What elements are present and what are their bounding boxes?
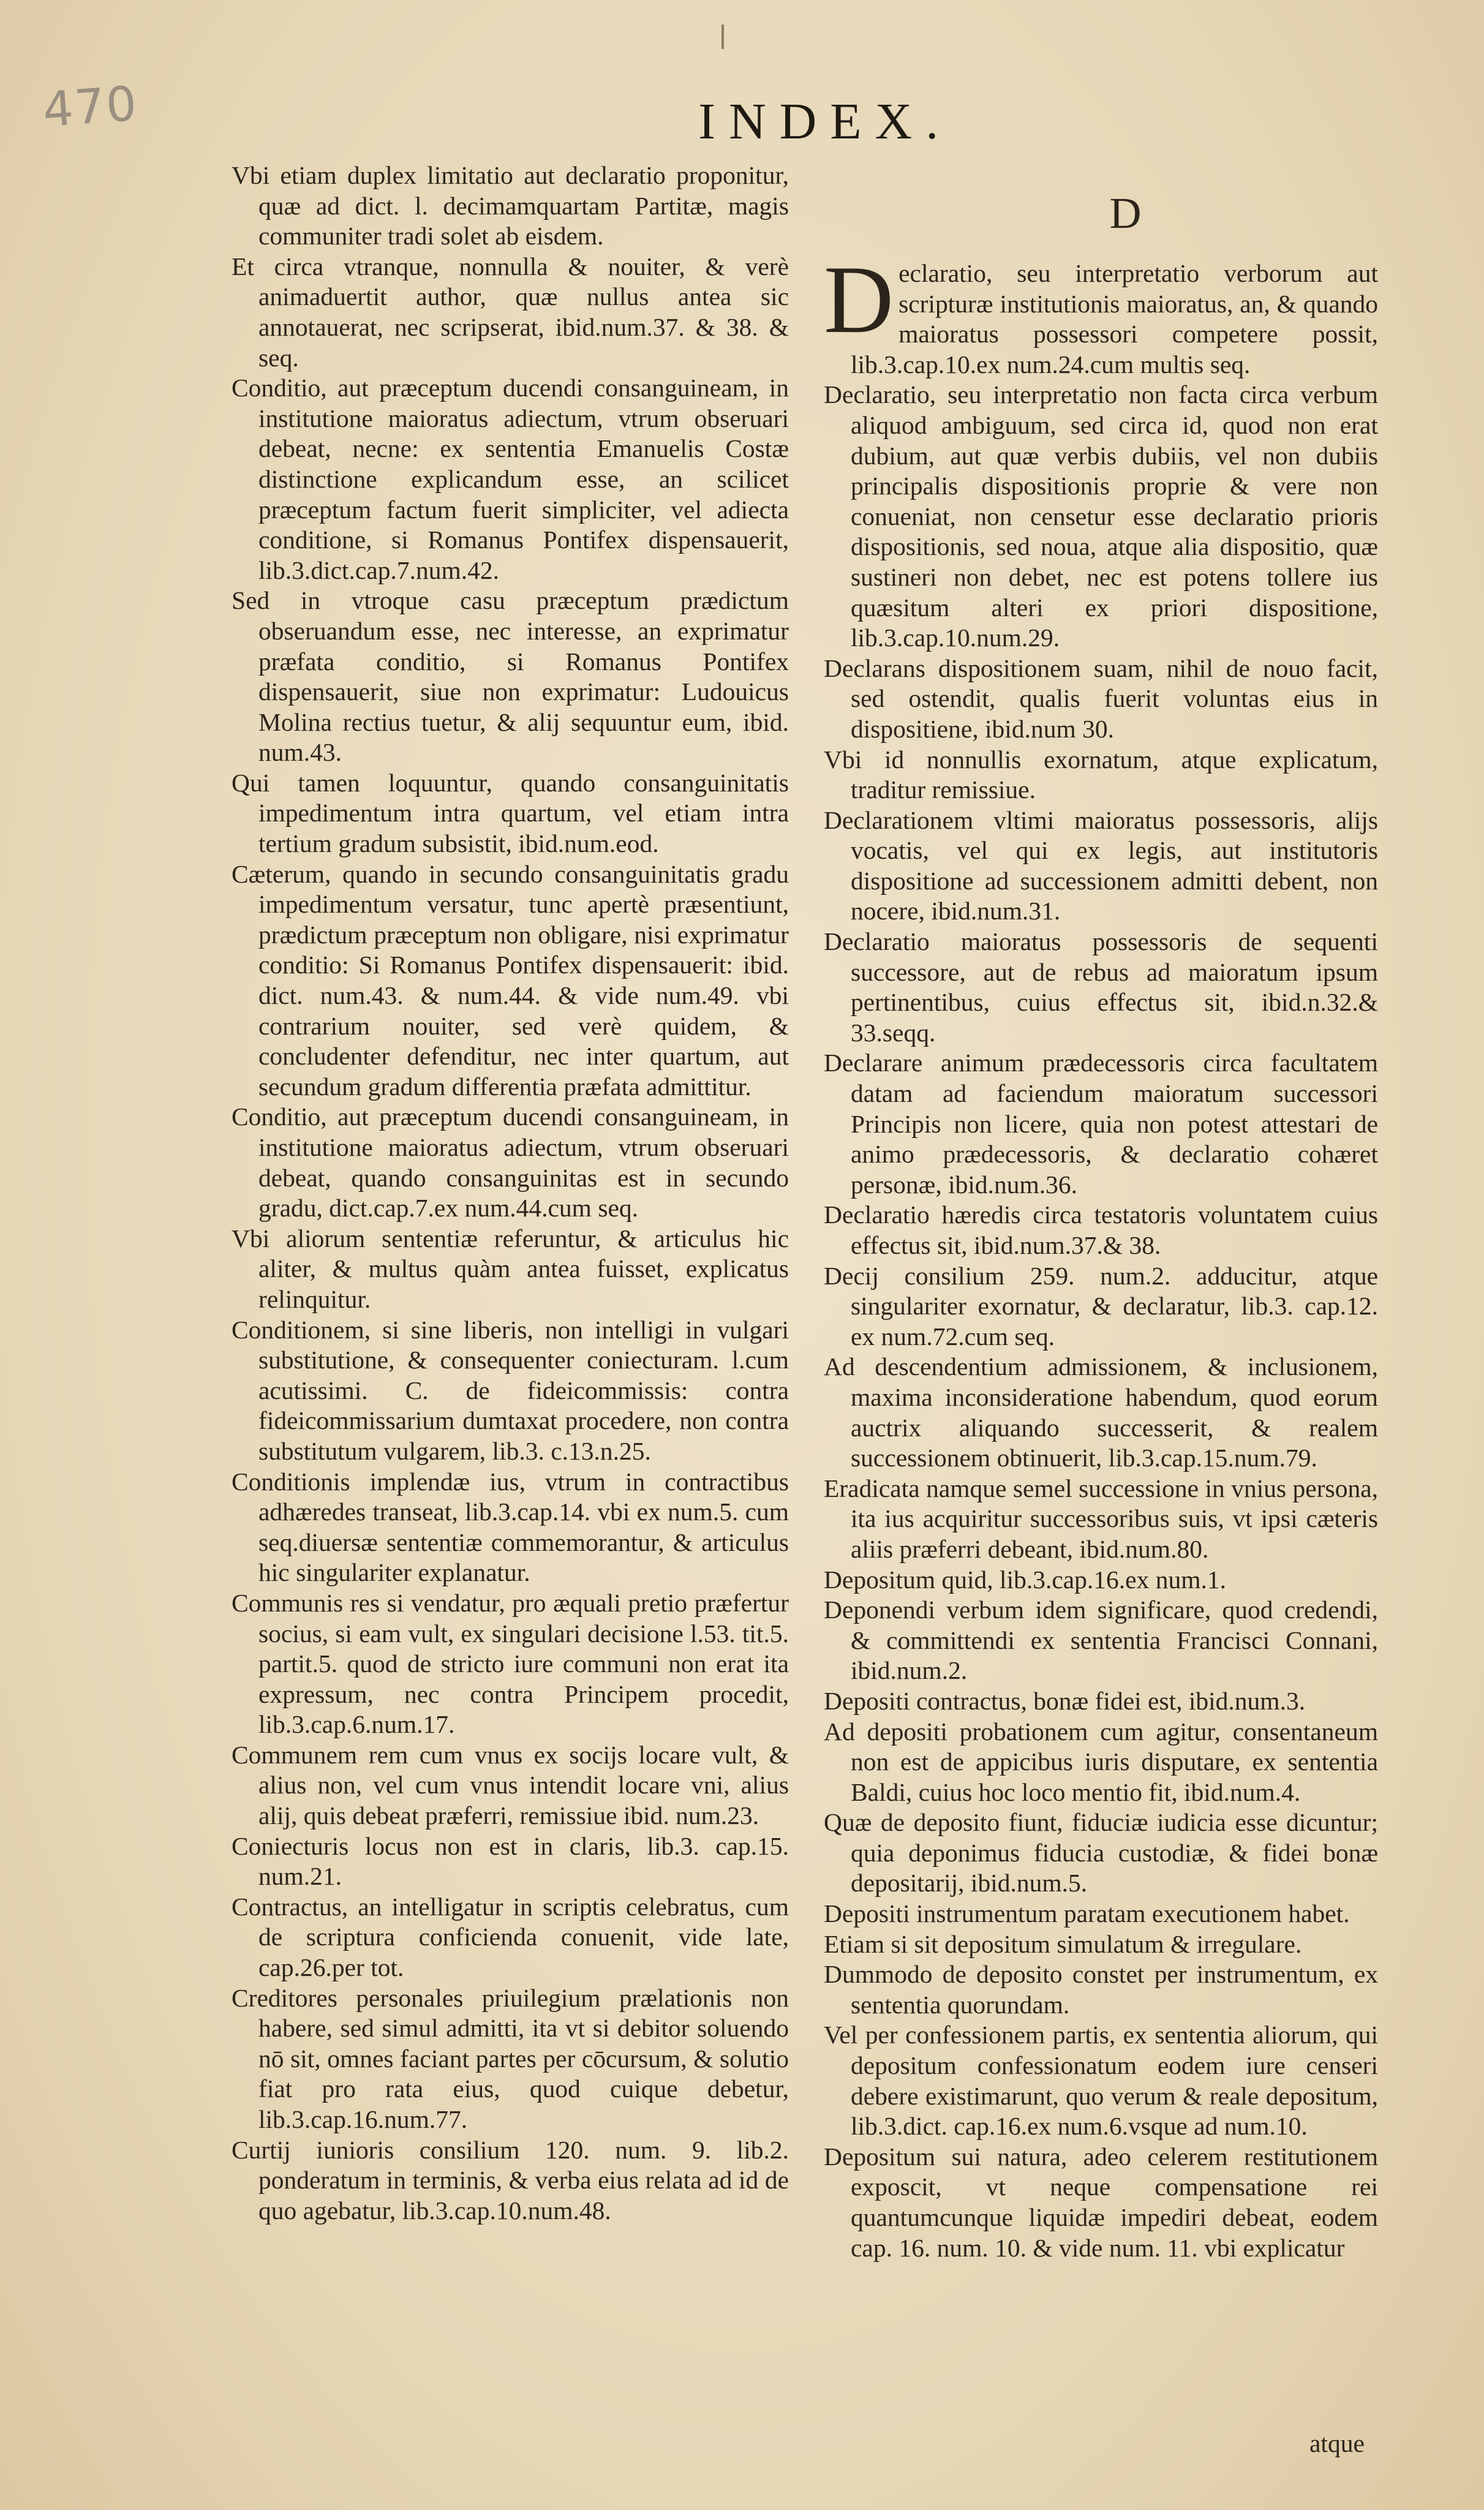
index-entry: Cæterum, quando in secundo consanguinitatis gradu impedimentum versatur, tunc apertè præsentiunt, prædictum præceptum non obligare, nisi exprimatur conditio: Si Romanus Pontifex dispensauerit: ibid. dict. num.43. & num.44. & vide num.49. vbi contrarium nouiter, sed verè quidem, & concludenter defenditur, nec inter quartum, aut secundum gradum differentia præfata admittitur. [232, 859, 789, 1101]
index-entry: Ad depositi probationem cum agitur, consentaneum non est de appicibus iuris disputare, ex sententia Baldi, cuius hoc loco mentio fit, ibid.num.4. [824, 1717, 1378, 1806]
index-entry: Vbi etiam duplex limitatio aut declaratio proponitur, quæ ad dict. l. decimamquartam Partitæ, magis communiter tradi solet ab eisdem. [232, 161, 789, 251]
index-entry: Depositi instrumentum paratam executionem habet. [824, 1899, 1350, 1928]
drop-cap-letter: D [824, 246, 894, 353]
index-entry-text: eclaratio, seu interpretatio verborum aut scripturæ institutionis maioratus, an, & quando maioratus possessori competere possit, lib.3.cap.10.ex num.24.cum multis seq. [851, 259, 1378, 379]
right-column [824, 158, 1378, 2263]
index-entry: Coniecturis locus non est in claris, lib.3. cap.15. num.21. [232, 1831, 789, 1891]
index-entry [824, 246, 1378, 380]
index-entry: Depositum sui natura, adeo celerem restitutionem exposcit, vt neque compensatione rei quantumcunque liquidæ impediri debeat, eodem cap. 16. num. 10. & vide num. 11. vbi explicatur [824, 2142, 1378, 2262]
index-entry: Qui tamen loquuntur, quando consanguinitatis impedimentum intra quartum, vel etiam intra tertium gradum subsistit, ibid.num.eod. [232, 768, 789, 858]
index-entry: Etiam si sit depositum simulatum & irregulare. [824, 1929, 1302, 1958]
index-entry: Communis res si vendatur, pro æquali pretio præfertur socius, si eam vult, ex singulari decisione l.53. tit.5. partit.5. quod de stricto iure communi non erat ita expressum, nec contra Principem procedit, lib.3.cap.6.num.17. [232, 1588, 789, 1739]
index-entry: Eradicata namque semel successione in vnius persona, ita ius acquiritur successoribus suis, vt ipsi cæteris aliis præferri debeant, ibid.num.80. [824, 1474, 1378, 1563]
handwritten-page-number: 470 [41, 76, 140, 138]
index-entry: Quæ de deposito fiunt, fiduciæ iudicia esse dicuntur; quia deponimus fiducia custodiæ, & fidei bonæ depositarij, ibid.num.5. [824, 1808, 1378, 1898]
index-entry: Depositum quid, lib.3.cap.16.ex num.1. [824, 1565, 1227, 1594]
index-entry: Declaratio, seu interpretatio non facta circa verbum aliquod ambiguum, sed circa id, quod non erat dubium, aut quæ verbis dubiis, vel non dubiis principalis dispositionis proprie & vere non conueniat, non censetur esse declaratio prioris dispositionis, sed noua, atque alia dispositio, quæ sustineri non debet, nec est potens tollere ius quæsitum alteri ex priori dispositione, lib.3.cap.10.num.29. [824, 380, 1378, 652]
index-entry: Conditionem, si sine liberis, non intelligi in vulgari substitutione, & consequenter coniecturam. l.cum acutissimi. C. de fideicommissis: contra fideicommissarium dumtaxat procedere, non contra substitutum vulgarem, lib.3. c.13.n.25. [232, 1315, 789, 1465]
index-entry: Vbi id nonnullis exornatum, atque explicatum, traditur remissiue. [824, 745, 1378, 804]
index-entry: Declarare animum prædecessoris circa facultatem datam ad faciendum maioratum successori Principis non licere, quia non potest attestari de animo prædecessoris, & declaratio cohæret personæ, ibid.num.36. [824, 1049, 1378, 1199]
right-entries [824, 246, 1378, 2263]
margin-mark [721, 24, 724, 49]
index-entry: Creditores personales priuilegium prælationis non habere, sed simul admitti, ita vt si debitor soluendo nō sit, omnes faciant partes per cōcursum, & solutio fiat pro rata eius, quod cuique debetur, lib.3.cap.16.num.77. [232, 1983, 789, 2133]
index-entry: Deponendi verbum idem significare, quod credendi, & committendi ex sententia Francisci Connani, ibid.num.2. [824, 1596, 1378, 1685]
index-entry: Conditionis implendæ ius, vtrum in contractibus adhæredes transeat, lib.3.cap.14. vbi ex num.5. cum seq.diuersæ sententiæ commemorantur, & articulus hic singulariter explanatur. [232, 1467, 789, 1587]
index-entry: Curtij iunioris consilium 120. num. 9. lib.2. ponderatum in terminis, & verba eius relata ad id de quo agebatur, lib.3.cap.10.num.48. [232, 2135, 789, 2225]
index-entry: Declarationem vltimi maioratus possessoris, alijs vocatis, vel qui ex legis, aut institutoris dispositione ad successionem admitti debent, non nocere, ibid.num.31. [824, 805, 1378, 925]
page-title: INDEX. [698, 93, 952, 150]
section-letter-heading: D [1109, 189, 1142, 238]
index-entry: Depositi contractus, bonæ fidei est, ibid.num.3. [824, 1686, 1306, 1715]
index-entry: Contractus, an intelligatur in scriptis celebratus, cum de scriptura conficienda conuenit, vide late, cap.26.per tot. [232, 1892, 789, 1982]
index-entry: Dummodo de deposito constet per instrumentum, ex sententia quorundam. [824, 1960, 1378, 2019]
index-entry: Sed in vtroque casu præceptum prædictum obseruandum esse, nec interesse, an exprimatur præfata conditio, si Romanus Pontifex dispensauerit, siue non exprimatur: Ludouicus Molina rectius tuetur, & alij sequuntur eum, ibid. num.43. [232, 586, 789, 767]
index-entry: Conditio, aut præceptum ducendi consanguineam, in institutione maioratus adiectum, vtrum obseruari debeat, necne: ex sententia Emanuelis Costæ distinctione explicandum esse, an scilicet præceptum factum fuerit simpliciter, vel adiecta conditione, si Romanus Pontifex dispensauerit, lib.3.dict.cap.7.num.42. [232, 374, 789, 584]
index-entry: Vbi aliorum sententiæ referuntur, & articulus hic aliter, & multus quàm antea fuisset, explicatus relinquitur. [232, 1224, 789, 1313]
index-entry: Declarans dispositionem suam, nihil de nouo facit, sed ostendit, qualis fuerit voluntas eius in dispositiene, ibid.num 30. [824, 654, 1378, 743]
index-entry: Ad descendentium admissionem, & inclusionem, maxima inconsideratione habendum, quod eorum auctrix aliquando successerit, & realem successionem obtinuerit, lib.3.cap.15.num.79. [824, 1352, 1378, 1472]
catchword: atque [1309, 2429, 1365, 2457]
index-entry: Vel per confessionem partis, ex sententia aliorum, qui depositum confessionatum eodem iure censeri debere existimarunt, quo verum & reale depositum, lib.3.dict. cap.16.ex num.6.vsque ad num.10. [824, 2021, 1378, 2141]
left-column [232, 160, 789, 2226]
index-entry: Conditio, aut præceptum ducendi consanguineam, in institutione maioratus adiectum, vtrum obseruari debeat, quando consanguinitas est in secundo gradu, dict.cap.7.ex num.44.cum seq. [232, 1102, 789, 1223]
index-entry: Declaratio hæredis circa testatoris voluntatem cuius effectus sit, ibid.num.37.& 38. [824, 1200, 1378, 1259]
index-entry: Communem rem cum vnus ex socijs locare vult, & alius non, vel cum vnus intendit locare vni, alius alij, quis debeat præferri, remissiue ibid. num.23. [232, 1740, 789, 1830]
index-entry: Decij consilium 259. num.2. adducitur, atque singulariter exornatur, & declaratur, lib.3. cap.12. ex num.72.cum seq. [824, 1261, 1378, 1351]
index-entry: Et circa vtranque, nonnulla & nouiter, & verè animaduertit author, quæ nullus antea sic annotauerat, nec scripserat, ibid.num.37. & 38. & seq. [232, 252, 789, 372]
index-entry: Declaratio maioratus possessoris de sequenti successore, aut de rebus ad maioratum ipsum pertinentibus, cuius effectus sit, ibid.n.32.& 33.seqq. [824, 927, 1378, 1047]
